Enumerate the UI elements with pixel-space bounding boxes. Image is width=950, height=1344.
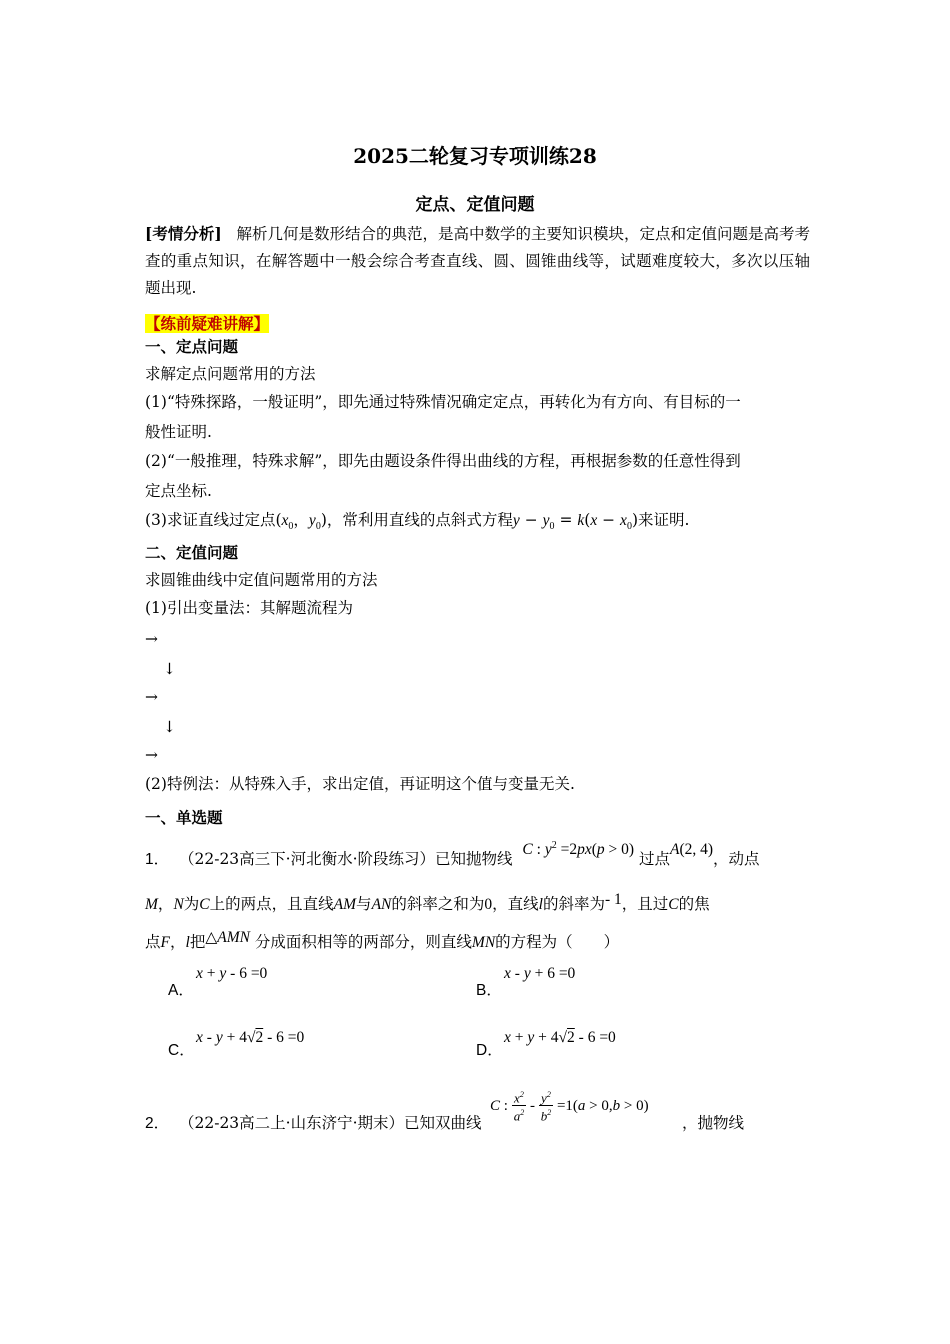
fixed-point-method-3: (3)求证直线过定点($x_0$，$y_0$)，常利用直线的点斜式方程$y - y_0 = k(x - x_0)$来证明. [145,511,690,533]
question-1-line-3: 点F，l把△AMN 分成面积相等的两部分，则直线MN的方程为（ ） [145,929,620,951]
option-c-label[interactable]: C． [168,1042,195,1059]
fixed-point-method-2a: (2)“一般推理，特殊求解”，即先由题设条件得出曲线的方程，再根据参数的任意性得到 [145,452,741,470]
option-d-equation[interactable]: x + y + 4√2 - 6 =0 [504,1029,616,1046]
section-subtitle: 定点、定值问题 [415,195,535,215]
question-1-line-2: M，N为C上的两点，且直线AM与AN的斜率之和为0，直线l的斜率为- 1，且过C的焦 [145,891,710,913]
question-2-hyperbola-equation: C : $\frac{x^2}{a^2}$ - $\frac{y^2}{b^2}$ =1(a > 0,b > 0) [490,1090,649,1124]
fixed-value-method-1: (1)引出变量法：其解题流程为 [145,599,353,617]
exam-analysis-label: [考情分析] [145,224,222,243]
page-title: 2025二轮复习专项训练28 [353,144,597,168]
question-2-line-1-end: ，抛物线 [682,1114,745,1132]
option-b-label[interactable]: B． [476,982,502,999]
fixed-value-intro: 求圆锥曲线中定值问题常用的方法 [145,571,378,589]
flow-arrow-right-icon: → [145,746,158,764]
flow-arrow-right-icon: → [145,630,158,648]
practice-banner-label: 【练前疑难讲解】 [145,314,270,333]
option-d-label[interactable]: D． [476,1042,503,1059]
fixed-point-method-2b: 定点坐标. [145,482,212,500]
heading-single-choice: 一、单选题 [145,808,223,827]
fixed-point-intro: 求解定点问题常用的方法 [145,365,316,383]
exam-analysis-text: 解析几何是数形结合的典范，是高中数学的主要知识模块，定点和定值问题是高考考查的重点知识，在解答题中一般会综合考查直线、圆、圆锥曲线等，试题难度较大，多次以压轴题出现. [145,225,810,297]
flow-arrow-right-icon: → [145,688,158,706]
option-a-label[interactable]: A． [168,982,194,999]
question-1-line-1: 1． （22-23高三下·河北衡水·阶段练习）已知抛物线 C : $y^2 =2px(p > 0)$ 过点A(2, 4)，动点 [145,840,760,869]
option-c-equation[interactable]: x - y + 4√2 - 6 =0 [196,1029,305,1046]
flow-arrow-down-icon: ↓ [163,660,176,678]
heading-fixed-value: 二、定值问题 [145,543,239,562]
option-b-equation[interactable]: x - y + 6 =0 [504,965,576,982]
heading-fixed-point: 一、定点问题 [145,337,239,356]
exam-analysis [145,220,810,302]
fixed-value-method-2: (2)特例法：从特殊入手，求出定值，再证明这个值与变量无关. [145,775,575,793]
question-2-line-1: 2． （22-23高二上·山东济宁·期末）已知双曲线 [145,1114,482,1132]
fixed-point-method-1b: 般性证明. [145,423,212,441]
option-a-equation[interactable]: x + y - 6 =0 [196,965,268,982]
flow-arrow-down-icon: ↓ [163,718,176,736]
fixed-point-method-1a: (1)“特殊探路，一般证明”，即先通过特殊情况确定定点，再转化为有方向、有目标的一 [145,393,741,411]
